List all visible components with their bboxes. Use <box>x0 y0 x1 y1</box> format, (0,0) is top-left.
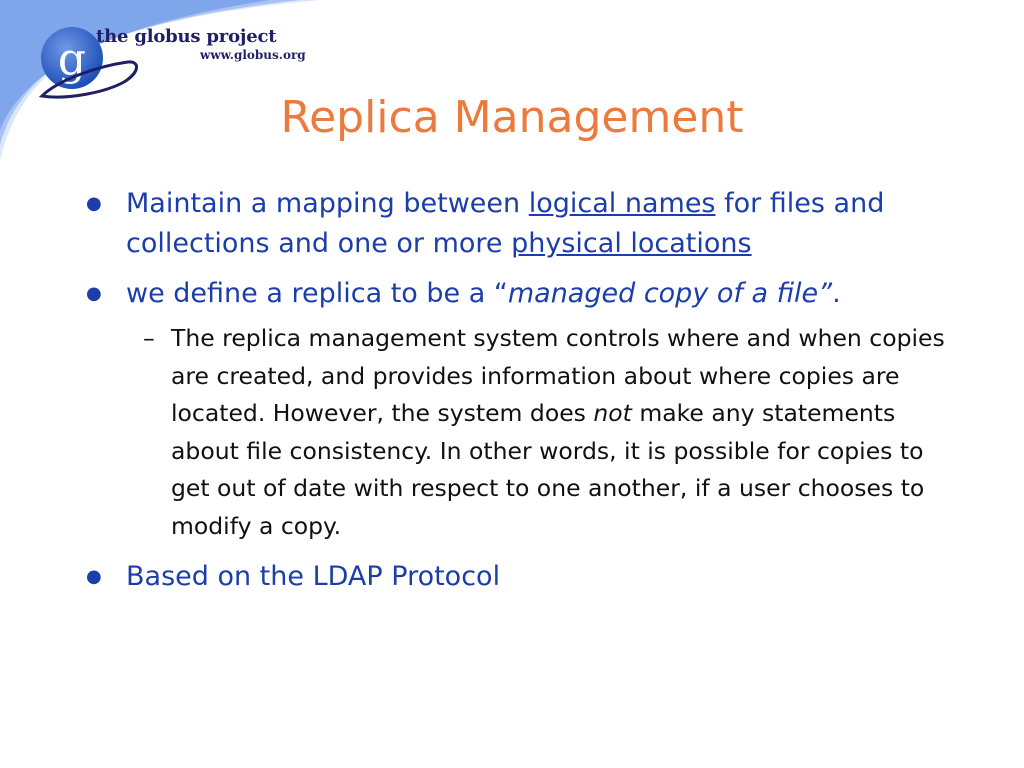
bullet-text: Maintain a mapping between <box>126 188 529 219</box>
bullet-dot-icon: ● <box>86 283 102 304</box>
sub-bullet-replica-system <box>86 320 966 545</box>
bullet-replica-definition <box>86 274 966 314</box>
bullet-mapping <box>86 184 966 264</box>
slide-body <box>86 184 966 607</box>
logo-name: the globus project <box>96 26 277 47</box>
bullet-text: for files and collections and one or more <box>126 188 885 259</box>
physical-locations-link[interactable]: physical locations <box>511 228 752 259</box>
bullet-dot-icon: ● <box>86 193 102 214</box>
sub-bullet-dash: – <box>143 324 155 352</box>
slide-title: Replica Management <box>280 92 744 143</box>
bullet-text: Based on the LDAP Protocol <box>126 561 501 592</box>
logo-url: www.globus.org <box>200 48 306 62</box>
bullet-dot-icon: ● <box>86 566 102 587</box>
not-emphasis: not <box>593 399 632 427</box>
bullet-text: . <box>832 278 841 309</box>
svg-text:g: g <box>57 34 87 85</box>
bullet-ldap <box>86 557 966 597</box>
logical-names-link[interactable]: logical names <box>528 188 716 219</box>
bullet-text: we define a replica to be a “ <box>126 278 508 309</box>
replica-emphasis: managed copy of a file” <box>507 278 833 309</box>
sub-bullet-text: make any statements about file consistency. In other words, it is possible for copies to get out of date with respect to one another, if a user chooses to modify a copy. <box>171 399 925 540</box>
sub-bullet-text: The replica management system controls where and when copies are created, and provides information about where copies are located. However, the system does <box>171 324 945 427</box>
